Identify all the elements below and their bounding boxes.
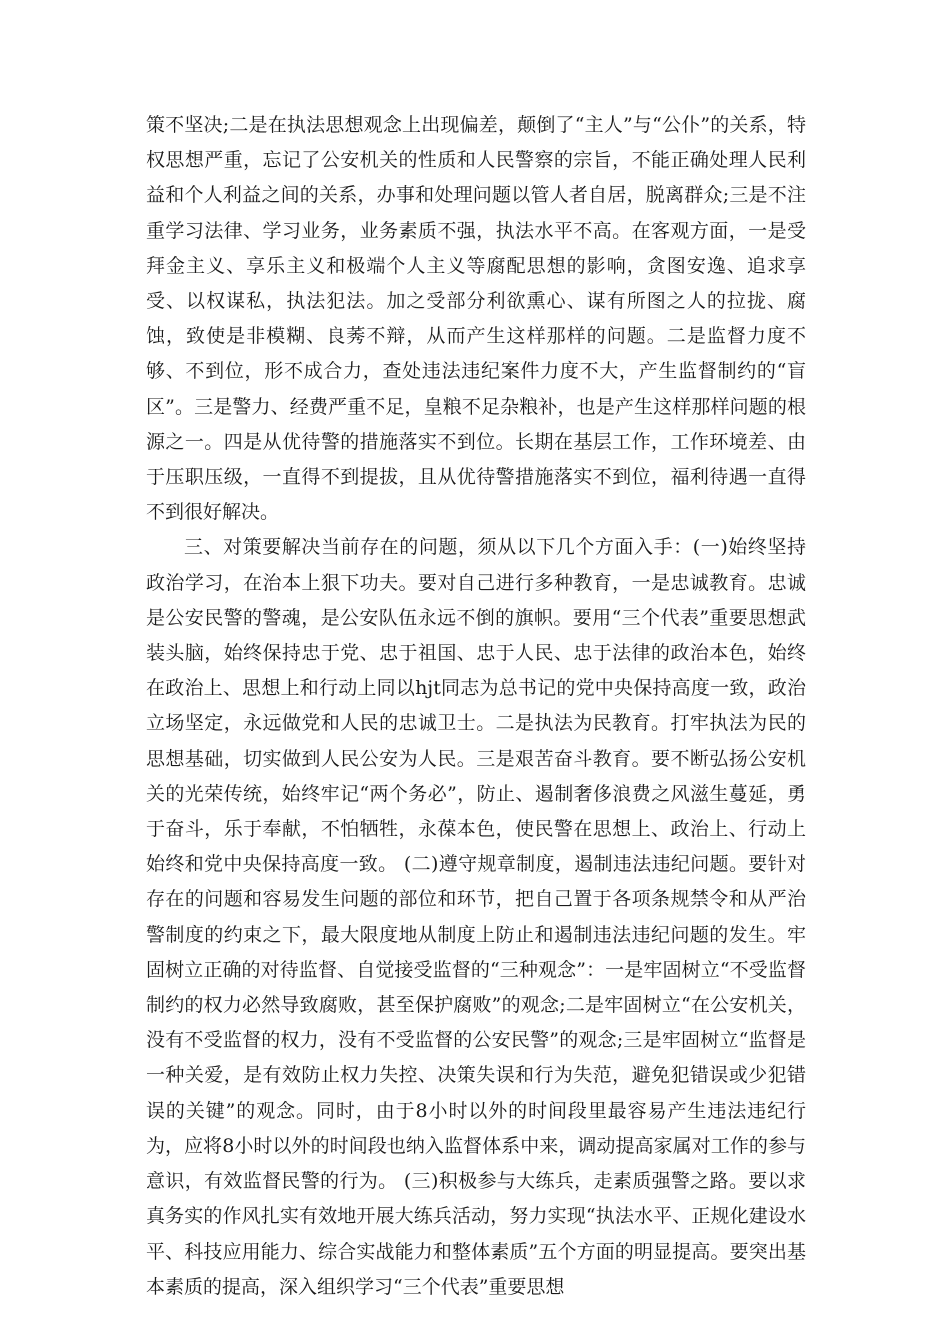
paragraph-countermeasures: 三、对策要解决当前存在的问题，须从以下几个方面入手：(一)始终坚持政治学习，在治本上狠下功夫。要对自己进行多种教育，一是忠诚教育。忠诚是公安民警的警魂，是公安队伍永远不倒的旗帜。要用“三个代表”重要思想武装头脑，始终保持忠于党、忠于祖国、忠于人民、忠于法律的政治本色，始终在政治上、思想上和行动上同以hjt同志为总书记的党中央保持高度一致，政治立场坚定，永远做党和人民的忠诚卫士。二是执法为民教育。打牢执法为民的思想基础，切实做到人民公安为人民。三是艰苦奋斗教育。要不断弘扬公安机关的光荣传统，始终牢记“两个务必”，防止、遏制奢侈浪费之风滋生蔓延，勇于奋斗，乐于奉献，不怕牺牲，永葆本色，使民警在思想上、政治上、行动上始终和党中央保持高度一致。 (二)遵守规章制度，遏制违法违纪问题。要针对存在的问题和容易发生问题的部位和环节，把自己置于各项条规禁令和从严治警制度的约束之下，最大限度地从制度上防止和遏制违法违纪问题的发生。牢固树立正确的对待监督、自觉接受监督的“三种观念”：一是牢固树立“不受监督制约的权力必然导致腐败，甚至保护腐败”的观念;二是牢固树立“在公安机关，没有不受监督的权力，没有不受监督的公安民警”的观念;三是牢固树立“监督是一种关爱，是有效防止权力失控、决策失误和行为失范，避免犯错误或少犯错误的关键”的观念。同时，由于8小时以外的时间段里最容易产生违法违纪行为，应将8小时以外的时间段也纳入监督体系中来，调动提高家属对工作的参与意识，有效监督民警的行为。 (三)积极参与大练兵，走素质强警之路。要以求真务实的作风扎实有效地开展大练兵活动，努力实现“执法水平、正规化建设水平、科技应用能力、综合实战能力和整体素质”五个方面的明显提高。要突出基本素质的提高，深入组织学习“三个代表”重要思想 bbox=[146, 536, 806, 1298]
document-body bbox=[146, 108, 806, 1305]
paragraph-causes: 策不坚决;二是在执法思想观念上出现偏差，颠倒了“主人”与“公仆”的关系，特权思想严重，忘记了公安机关的性质和人民警察的宗旨，不能正确处理人民利益和个人利益之间的关系，办事和处理问题以管人者自居，脱离群众;三是不注重学习法律、学习业务，业务素质不强，执法水平不高。在客观方面，一是受拜金主义、享乐主义和极端个人主义等腐配思想的影响，贪图安逸、追求享受、以权谋私，执法犯法。加之受部分利欲熏心、谋有所图之人的拉拢、腐蚀，致使是非模糊、良莠不辩，从而产生这样那样的问题。二是监督力度不够、不到位，形不成合力，查处违法违纪案件力度不大，产生监督制约的“盲区”。三是警力、经费严重不足，皇粮不足杂粮补，也是产生这样那样问题的根源之一。四是从优待警的措施落实不到位。长期在基层工作，工作环境差、由于压职压级，一直得不到提拔，且从优待警措施落实不到位，福利待遇一直得不到很好解决。 bbox=[146, 114, 806, 524]
